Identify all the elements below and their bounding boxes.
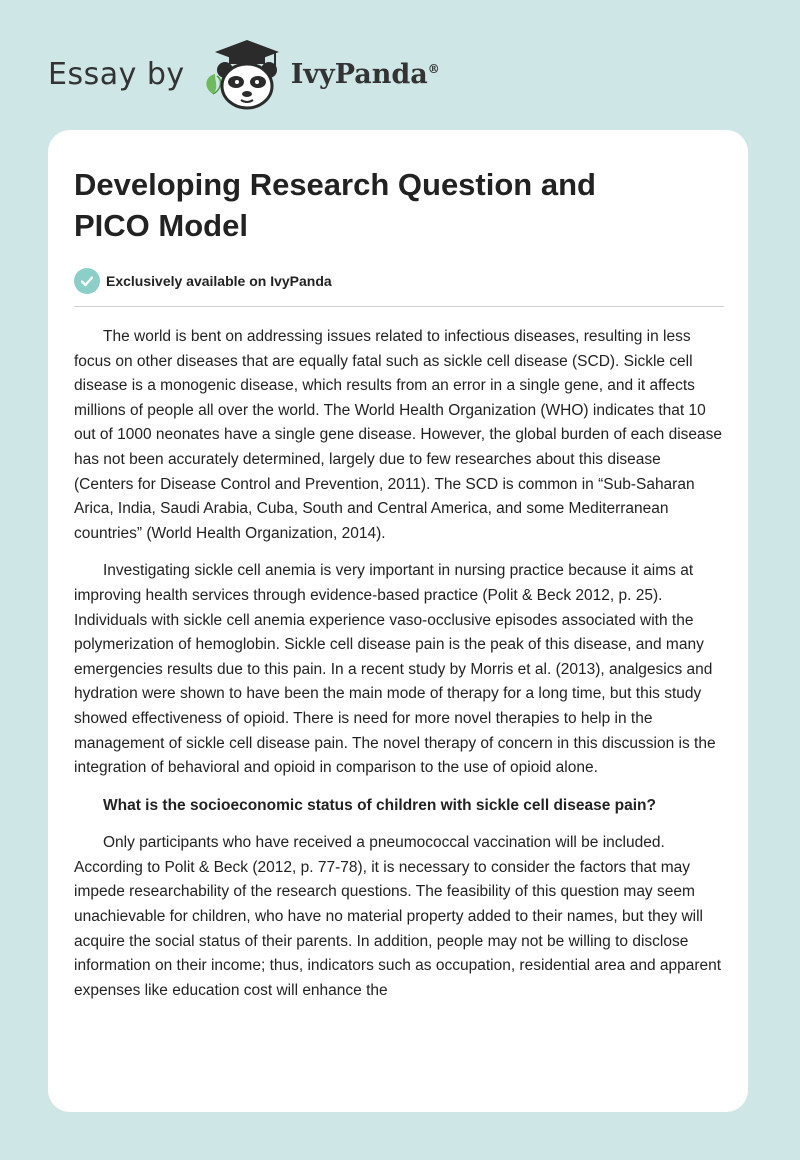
- research-question: What is the socioeconomic status of children with sickle cell disease pain?: [103, 796, 656, 814]
- exclusive-badge: [74, 268, 724, 294]
- essay-body: [74, 325, 724, 1003]
- paragraph: The world is bent on addressing issues related to infectious diseases, resulting in less focus on other diseases that are equally fatal such as sickle cell disease (SCD). Sickle cell disease is a monogenic disease, which results from an error in a single gene, and it affects millions of people all over the world. The World Health Organization (WHO) indicates that 10 out of 1000 neonates have a single gene disease. However, the global burden of each disease has not been accurately determined, largely due to few researches about this disease (Centers for Disease Control and Prevention, 2011). The SCD is common in “Sub-Saharan Arica, India, Saudi Arabia, Cuba, South and Central America, and some Mediterranean countries” (World Health Organization, 2014).: [74, 328, 723, 542]
- paragraph: Investigating sickle cell anemia is very important in nursing practice because it aims at improving health services through evidence-based practice (Polit & Beck 2012, p. 25). Individuals with sickle cell anemia experience vaso-occlusive episodes associated with the polymerization of hemoglobin. Sickle cell disease pain is the peak of this disease, and many emergencies results due to this pain. In a recent study by Morris et al. (2013), analgesics and hydration were shown to have been the main mode of therapy for a long time, but this study showed effectiveness of opioid. There is need for more novel therapies to help in the management of sickle cell disease pain. The novel therapy of concern in this discussion is the integration of behavioral and opioid in comparison to the use of opioid alone.: [74, 562, 716, 777]
- paragraph: Only participants who have received a pneumococcal vaccination will be included. According to Polit & Beck (2012, p. 77-78), it is necessary to consider the factors that may impede researchability of the research questions. The feasibility of this question may seem unachievable for children, who have no material property added to their names, but they will acquire the social status of their parents. In addition, people may not be willing to disclose information on their income; thus, indicators such as occupation, residential area and apparent expenses like education cost will enhance the: [74, 834, 722, 999]
- check-icon: [74, 268, 100, 294]
- exclusive-label: Exclusively available on IvyPanda: [106, 273, 332, 289]
- site-header: [48, 36, 548, 112]
- essay-card: [48, 130, 748, 1112]
- panda-graduate-icon: [199, 36, 287, 112]
- page-title: Developing Research Question and PICO Model: [74, 167, 596, 243]
- essay-by-label: Essay by: [48, 56, 185, 92]
- ivypanda-brand[interactable]: IvyPanda®: [290, 58, 440, 90]
- divider: [74, 306, 724, 307]
